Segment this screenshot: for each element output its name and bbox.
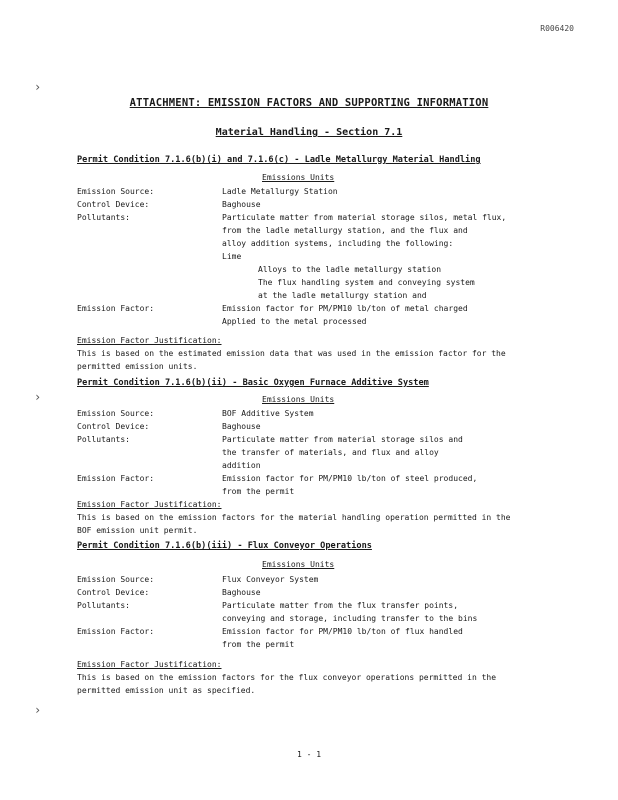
hole-punch-mark: › [34,703,42,717]
field-label: Emission Source: [77,575,155,584]
field-value: Ladle Metallurgy Station [222,187,338,196]
field-value: from the permit [222,487,295,496]
field-value: BOF Additive System [222,409,314,418]
field-value: from the ladle metallurgy station, and the flux and [222,226,468,235]
field-label: Control Device: [77,200,150,209]
justification-text: BOF emission unit permit. [77,526,198,535]
justification-heading: Emission Factor Justification: [77,660,222,669]
field-value: The flux handling system and conveying system [258,278,475,287]
field-label: Emission Factor: [77,474,155,483]
document-title: ATTACHMENT: EMISSION FACTORS AND SUPPORTING INFORMATION [129,97,489,109]
field-value: addition [222,461,261,470]
field-value: Particulate matter from material storage silos, metal flux, [222,213,507,222]
field-value: Alloys to the ladle metallurgy station [258,265,442,274]
field-value: Emission factor for PM/PM10 lb/ton of metal charged [222,304,468,313]
field-value: Emission factor for PM/PM10 lb/ton of steel produced, [222,474,478,483]
field-value: Particulate matter from material storage silos and [222,435,463,444]
justification-text: This is based on the emission factors for the material handling operation permitted in the [77,513,511,522]
field-label: Emission Factor: [77,304,155,313]
field-value: Particulate matter from the flux transfer points, [222,601,459,610]
justification-text: permitted emission units. [77,362,198,371]
field-label: Emission Source: [77,187,155,196]
field-label: Emission Source: [77,409,155,418]
section-heading: Permit Condition 7.1.6(b)(iii) - Flux Conveyor Operations [77,541,372,551]
field-value: Applied to the metal processed [222,317,367,326]
section-heading: Permit Condition 7.1.6(b)(i) and 7.1.6(c) - Ladle Metallurgy Material Handling [77,155,481,165]
emissions-units-heading: Emissions Units [262,173,335,182]
field-value: Lime [222,252,242,261]
hole-punch-mark: › [34,80,42,94]
field-label: Pollutants: [77,601,130,610]
field-value: from the permit [222,640,295,649]
field-value: Baghouse [222,422,261,431]
document-subtitle: Material Handling - Section 7.1 [215,127,403,138]
document-id: R006420 [540,24,574,33]
field-value: at the ladle metallurgy station and [258,291,427,300]
justification-heading: Emission Factor Justification: [77,336,222,345]
page-number: 1 - 1 [296,750,322,759]
field-value: conveying and storage, including transfer to the bins [222,614,478,623]
field-label: Control Device: [77,422,150,431]
field-value: Flux Conveyor System [222,575,319,584]
field-value: Baghouse [222,200,261,209]
emissions-units-heading: Emissions Units [262,560,335,569]
justification-text: This is based on the emission factors for the flux conveyor operations permitted in the [77,673,497,682]
emissions-units-heading: Emissions Units [262,395,335,404]
justification-text: This is based on the estimated emission data that was used in the emission factor for the [77,349,506,358]
field-value: alloy addition systems, including the following: [222,239,454,248]
field-label: Emission Factor: [77,627,155,636]
field-label: Pollutants: [77,435,130,444]
field-label: Pollutants: [77,213,130,222]
hole-punch-mark: › [34,390,42,404]
section-heading: Permit Condition 7.1.6(b)(ii) - Basic Oxygen Furnace Additive System [77,378,429,388]
field-value: Emission factor for PM/PM10 lb/ton of flux handled [222,627,463,636]
field-label: Control Device: [77,588,150,597]
justification-text: permitted emission unit as specified. [77,686,256,695]
justification-heading: Emission Factor Justification: [77,500,222,509]
field-value: the transfer of materials, and flux and alloy [222,448,439,457]
field-value: Baghouse [222,588,261,597]
